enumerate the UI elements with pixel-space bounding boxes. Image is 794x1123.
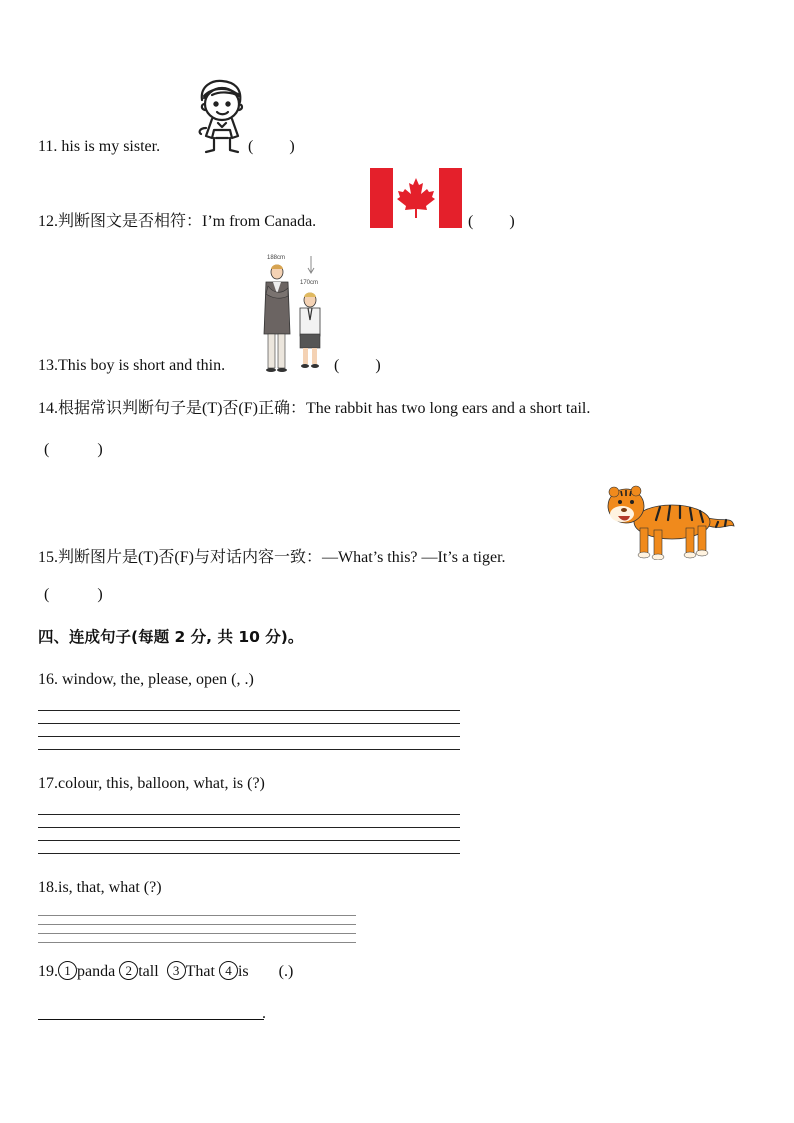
boy-illustration [192, 78, 254, 156]
question-19 [38, 961, 293, 982]
answer-lines-16[interactable] [38, 710, 460, 751]
circled-number-4: 4 [219, 961, 238, 980]
canada-flag-icon [370, 168, 462, 228]
answer-paren: ( ) [44, 586, 103, 603]
answer-paren: ( ) [44, 441, 103, 458]
question-14-text: 14.根据常识判断句子是(T)否(F)正确：The rabbit has two long ears and a short tail. [38, 400, 591, 417]
question-13-answer[interactable] [334, 356, 381, 376]
question-13 [38, 356, 225, 376]
question-14 [38, 399, 590, 419]
punctuation-hint: (.) [278, 963, 294, 980]
word-3: That [185, 963, 215, 980]
circled-number-1: 1 [58, 961, 77, 980]
question-15-answer[interactable] [44, 585, 103, 605]
short-height-label: 170cm [300, 280, 319, 286]
question-17: 17.colour, this, balloon, what, is (?) [38, 775, 265, 792]
answer-lines-17[interactable] [38, 814, 460, 855]
tall-height-label: 188cm [267, 255, 286, 261]
question-15-text: 15.判断图片是(T)否(F)与对话内容一致：—What’s this? —It’s a tiger. [38, 549, 506, 566]
answer-line-19[interactable] [38, 1019, 264, 1020]
tiger-illustration [600, 478, 740, 560]
question-11-text: 11. his is my sister. [38, 138, 161, 155]
section-four-heading: 四、连成句子(每题 2 分, 共 10 分)。 [38, 628, 304, 646]
question-11-answer[interactable] [248, 137, 295, 157]
answer-paren: ( ) [468, 213, 515, 230]
question-13-text: 13.This boy is short and thin. [38, 357, 226, 374]
answer-paren: ( ) [248, 138, 295, 155]
circled-number-2: 2 [119, 961, 138, 980]
answer-line-19-period: . [262, 1005, 266, 1022]
question-11 [38, 137, 160, 157]
question-12 [38, 212, 316, 232]
question-19-number: 19. [38, 963, 58, 980]
answer-paren: ( ) [334, 357, 381, 374]
question-12-text: 12.判断图文是否相符：I’m from Canada. [38, 213, 317, 230]
circled-number-3: 3 [167, 961, 186, 980]
question-18: 18.is, that, what (?) [38, 879, 162, 896]
question-14-answer[interactable] [44, 440, 103, 460]
word-4: is [237, 963, 249, 980]
height-comparison-illustration [258, 250, 330, 374]
question-12-answer[interactable] [468, 212, 515, 232]
word-2: tall [138, 963, 159, 980]
question-16: 16. window, the, please, open (, .) [38, 671, 254, 688]
word-1: panda [77, 963, 116, 980]
question-15 [38, 548, 506, 568]
answer-lines-18[interactable] [38, 915, 356, 944]
